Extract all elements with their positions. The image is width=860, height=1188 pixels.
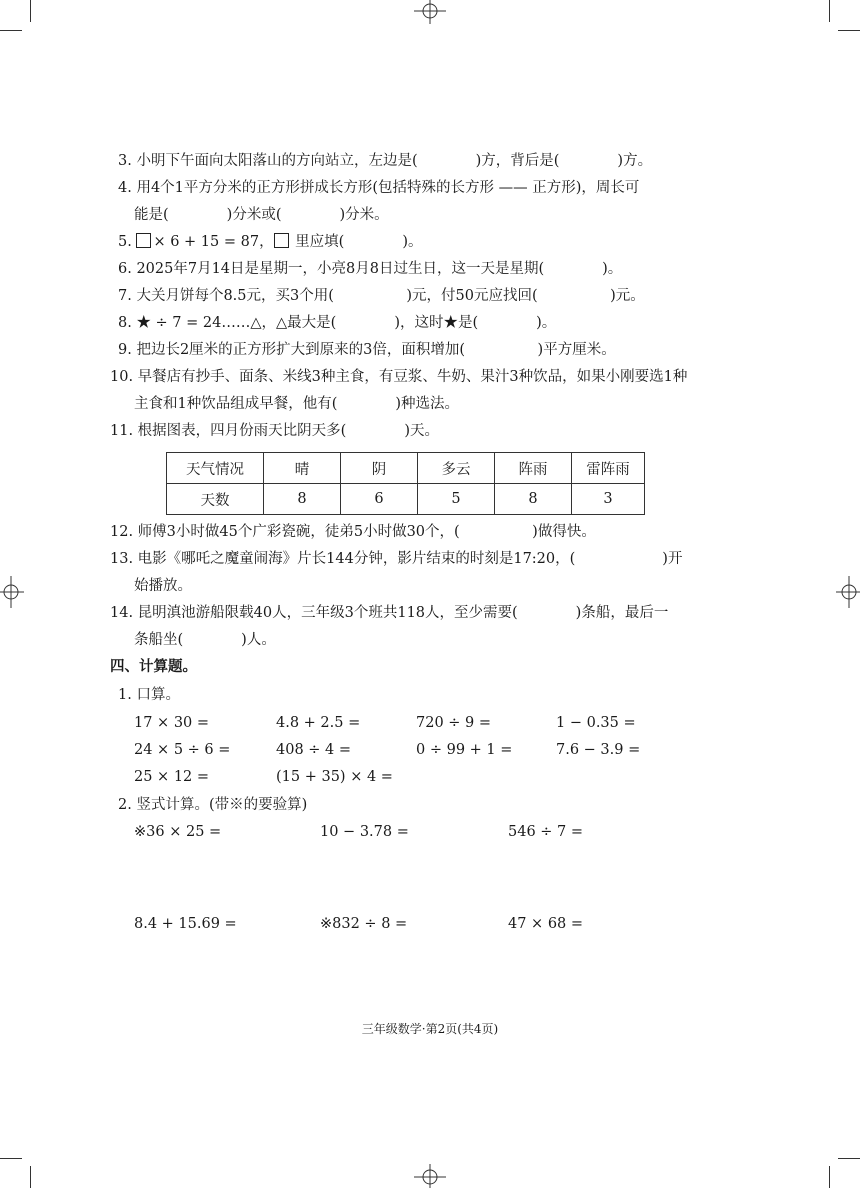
question-5-part-2: 里应填( )。 bbox=[290, 234, 423, 250]
question-13-line-1: 13. 电影《哪吒之魔童闹海》片长144分钟，影片结束的时刻是17:20，( )开 bbox=[110, 551, 683, 567]
question-12: 12. 师傅3小时做45个广彩瓷碗，徒弟5小时做30个，( )做得快。 bbox=[110, 524, 596, 540]
question-6: 6. 2025年7月14日是星期一，小亮8月8日过生日，这一天是星期( )。 bbox=[118, 261, 623, 277]
question-14-line-1: 14. 昆明滇池游船限载40人，三年级3个班共118人，至少需要( )条船，最后一 bbox=[110, 605, 669, 621]
question-5 bbox=[118, 232, 423, 252]
vertical-expr: ※832 ÷ 8 = bbox=[320, 916, 408, 932]
vertical-expr: ※36 × 25 = bbox=[134, 824, 222, 840]
oral-expr: 4.8 + 2.5 = bbox=[276, 715, 361, 731]
oral-expr: 7.6 − 3.9 = bbox=[556, 742, 641, 758]
registration-target-top bbox=[414, 0, 446, 24]
question-9: 9. 把边长2厘米的正方形扩大到原来的3倍，面积增加( )平方厘米。 bbox=[118, 342, 616, 358]
registration-target-left bbox=[0, 576, 24, 608]
weather-table bbox=[166, 452, 645, 515]
question-4-line-1: 4. 用4个1平方分米的正方形拼成长方形(包括特殊的长方形 —— 正方形)，周长可 bbox=[118, 180, 640, 196]
table-header-cell: 阵雨 bbox=[495, 453, 572, 484]
vertical-expr: 47 × 68 = bbox=[508, 916, 584, 932]
section-4-title: 四、计算题。 bbox=[110, 659, 197, 675]
table-cell: 5 bbox=[418, 484, 495, 515]
table-cell: 8 bbox=[495, 484, 572, 515]
oral-expr: 1 − 0.35 = bbox=[556, 715, 636, 731]
question-4-line-2: 能是( )分米或( )分米。 bbox=[134, 207, 389, 223]
table-header-cell: 雷阵雨 bbox=[572, 453, 645, 484]
table-header-cell: 天气情况 bbox=[167, 453, 264, 484]
question-13-line-2: 始播放。 bbox=[134, 578, 192, 594]
question-10-line-1: 10. 早餐店有抄手、面条、米线3种主食，有豆浆、牛奶、果汁3种饮品，如果小刚要选1种 bbox=[110, 369, 688, 385]
vertical-expr: 8.4 + 15.69 = bbox=[134, 916, 237, 932]
table-header-cell: 阴 bbox=[341, 453, 418, 484]
oral-expr: 720 ÷ 9 = bbox=[416, 715, 492, 731]
vertical-expr: 10 − 3.78 = bbox=[320, 824, 409, 840]
page-footer: 三年级数学·第2页(共4页) bbox=[361, 1022, 499, 1036]
table-cell: 3 bbox=[572, 484, 645, 515]
table-row bbox=[167, 453, 645, 484]
question-7: 7. 大关月饼每个8.5元，买3个用( )元，付50元应找回( )元。 bbox=[118, 288, 645, 304]
blank-box-icon bbox=[274, 233, 289, 248]
table-cell: 天数 bbox=[167, 484, 264, 515]
question-5-number: 5. bbox=[118, 234, 137, 250]
oral-calc-title: 1. 口算。 bbox=[118, 687, 180, 703]
question-14-line-2: 条船坐( )人。 bbox=[134, 632, 276, 648]
oral-expr: 0 ÷ 99 + 1 = bbox=[416, 742, 513, 758]
blank-box-icon bbox=[136, 233, 151, 248]
question-11: 11. 根据图表，四月份雨天比阴天多( )天。 bbox=[110, 423, 439, 439]
question-8: 8. ★ ÷ 7 = 24……△，△最大是( )，这时★是( )。 bbox=[118, 315, 557, 331]
vertical-calc-title: 2. 竖式计算。(带※的要验算) bbox=[118, 797, 308, 813]
question-3: 3. 小明下午面向太阳落山的方向站立，左边是( )方，背后是( )方。 bbox=[118, 153, 653, 169]
oral-expr: 17 × 30 = bbox=[134, 715, 210, 731]
question-10-line-2: 主食和1种饮品组成早餐，他有( )种选法。 bbox=[134, 396, 460, 412]
table-header-cell: 晴 bbox=[264, 453, 341, 484]
oral-expr: 24 × 5 ÷ 6 = bbox=[134, 742, 231, 758]
oral-expr: (15 + 35) × 4 = bbox=[276, 769, 393, 785]
oral-expr: 25 × 12 = bbox=[134, 769, 210, 785]
registration-target-right bbox=[836, 576, 860, 608]
oral-expr: 408 ÷ 4 = bbox=[276, 742, 352, 758]
question-5-part-1: × 6 + 15 = 87， bbox=[153, 234, 274, 250]
registration-target-bottom bbox=[414, 1164, 446, 1188]
table-header-cell: 多云 bbox=[418, 453, 495, 484]
table-row bbox=[167, 484, 645, 515]
vertical-expr: 546 ÷ 7 = bbox=[508, 824, 584, 840]
table-cell: 6 bbox=[341, 484, 418, 515]
table-cell: 8 bbox=[264, 484, 341, 515]
